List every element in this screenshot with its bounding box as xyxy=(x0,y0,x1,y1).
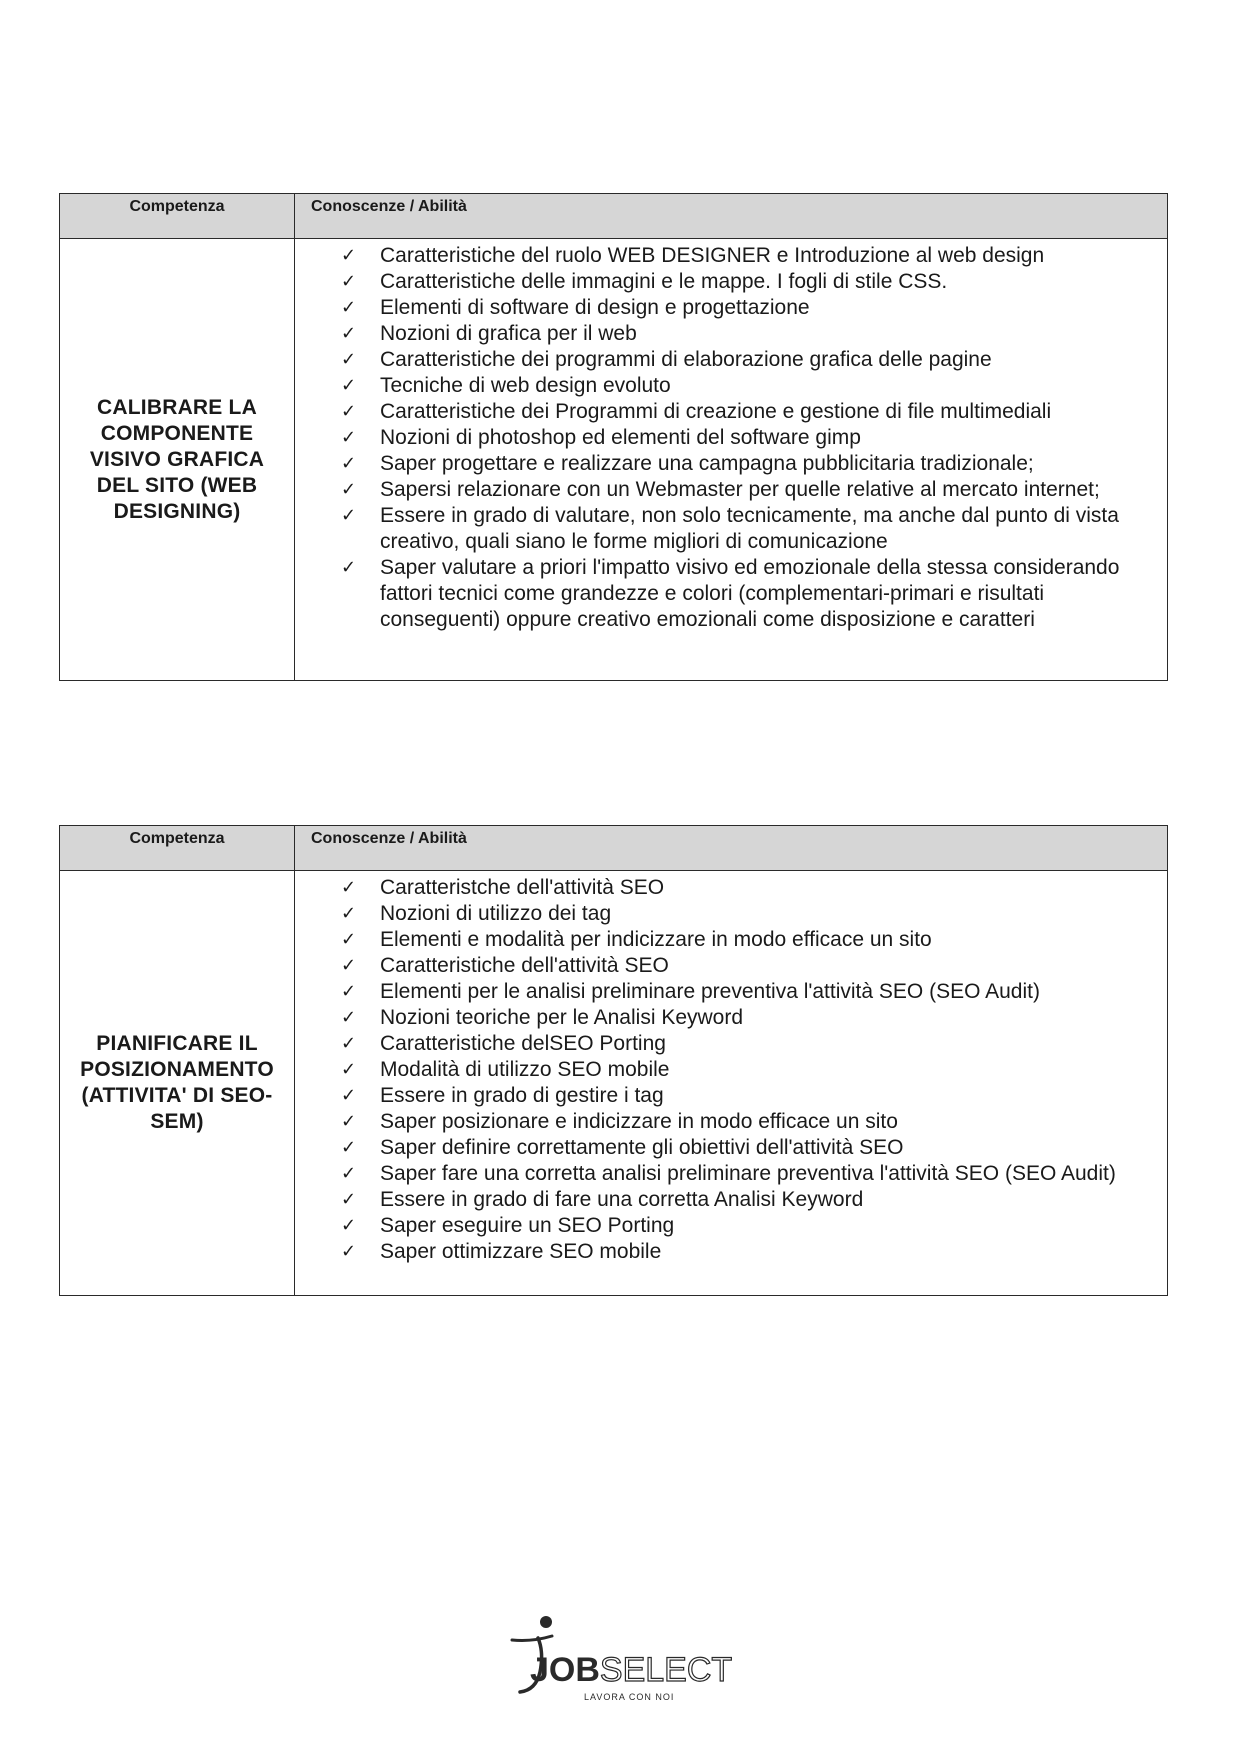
checkmark-icon: ✓ xyxy=(341,1111,357,1132)
checkmark-icon: ✓ xyxy=(341,877,357,898)
checkmark-icon: ✓ xyxy=(341,297,357,318)
skill-text: Modalità di utilizzo SEO mobile xyxy=(380,1058,670,1081)
skill-item xyxy=(295,1109,1157,1135)
skills-cell xyxy=(295,871,1168,1296)
skill-text: Saper valutare a priori l'impatto visivo ed emozionale della stessa considerando fattori tecnici come grandezze e colori (complementari-primari e risultati conseguenti) oppure creativo emozionali come disposizione e caratteri xyxy=(380,556,1120,631)
skill-item xyxy=(295,477,1157,503)
checkmark-icon: ✓ xyxy=(341,349,357,370)
skill-item xyxy=(295,1187,1157,1213)
skill-item xyxy=(295,425,1157,451)
header-conoscenze: Conoscenze / Abilità xyxy=(295,826,1168,871)
checkmark-icon: ✓ xyxy=(341,427,357,448)
skill-text: Saper ottimizzare SEO mobile xyxy=(380,1240,662,1263)
checkmark-icon: ✓ xyxy=(341,245,357,266)
skill-item xyxy=(295,347,1157,373)
skill-text: Essere in grado di fare una corretta Analisi Keyword xyxy=(380,1188,864,1211)
skills-list xyxy=(295,875,1157,1265)
checkmark-icon: ✓ xyxy=(341,323,357,344)
skill-item xyxy=(295,269,1157,295)
skill-item xyxy=(295,901,1157,927)
header-competenza: Competenza xyxy=(60,194,295,239)
skill-text: Elementi per le analisi preliminare preventiva l'attività SEO (SEO Audit) xyxy=(380,980,1040,1003)
skill-item xyxy=(295,1057,1157,1083)
brand-wordmark xyxy=(530,1652,732,1688)
skill-text: Sapersi relazionare con un Webmaster per quelle relative al mercato internet; xyxy=(380,478,1100,501)
skill-text: Saper progettare e realizzare una campagna pubblicitaria tradizionale; xyxy=(380,452,1034,475)
checkmark-icon: ✓ xyxy=(341,401,357,422)
skill-text: Caratteristiche dei Programmi di creazione e gestione di file multimediali xyxy=(380,400,1052,423)
skill-item xyxy=(295,555,1157,633)
skill-item xyxy=(295,399,1157,425)
jobselect-logo xyxy=(502,1612,733,1702)
checkmark-icon: ✓ xyxy=(341,1189,357,1210)
skill-item xyxy=(295,927,1157,953)
brand-light: SELECT xyxy=(599,1651,733,1689)
checkmark-icon: ✓ xyxy=(341,271,357,292)
header-conoscenze: Conoscenze / Abilità xyxy=(295,194,1168,239)
checkmark-icon: ✓ xyxy=(341,1059,357,1080)
skill-text: Elementi e modalità per indicizzare in modo efficace un sito xyxy=(380,928,932,951)
competence-table-web-design xyxy=(59,193,1168,681)
skill-item xyxy=(295,979,1157,1005)
skill-text: Nozioni teoriche per le Analisi Keyword xyxy=(380,1006,744,1029)
skill-item xyxy=(295,953,1157,979)
skill-item xyxy=(295,321,1157,347)
skill-text: Saper eseguire un SEO Porting xyxy=(380,1214,675,1237)
competenza-title: PIANIFICARE IL POSIZIONAMENTO (ATTIVITA' DI SEO-SEM) xyxy=(60,871,295,1296)
skill-text: Saper definire correttamente gli obiettivi dell'attività SEO xyxy=(380,1136,904,1159)
skill-item xyxy=(295,1239,1157,1265)
skill-text: Nozioni di grafica per il web xyxy=(380,322,637,345)
skill-text: Tecniche di web design evoluto xyxy=(380,374,671,397)
skill-text: Saper fare una corretta analisi preliminare preventiva l'attività SEO (SEO Audit) xyxy=(380,1162,1116,1185)
brand-tagline: LAVORA CON NOI xyxy=(584,1692,675,1702)
checkmark-icon: ✓ xyxy=(341,453,357,474)
skill-text: Nozioni di utilizzo dei tag xyxy=(380,902,612,925)
skill-item xyxy=(295,451,1157,477)
checkmark-icon: ✓ xyxy=(341,955,357,976)
skill-text: Nozioni di photoshop ed elementi del software gimp xyxy=(380,426,861,449)
skill-text: Essere in grado di valutare, non solo tecnicamente, ma anche dal punto di vista creativo, quali siano le forme migliori di comunicazione xyxy=(380,504,1119,553)
skill-text: Essere in grado di gestire i tag xyxy=(380,1084,664,1107)
skill-item xyxy=(295,1135,1157,1161)
checkmark-icon: ✓ xyxy=(341,479,357,500)
skills-list xyxy=(295,243,1157,633)
skill-item xyxy=(295,503,1157,555)
checkmark-icon: ✓ xyxy=(341,1007,357,1028)
skill-item xyxy=(295,373,1157,399)
skill-item xyxy=(295,1161,1157,1187)
checkmark-icon: ✓ xyxy=(341,1163,357,1184)
skill-text: Caratteristche dell'attività SEO xyxy=(380,876,665,899)
skill-text: Saper posizionare e indicizzare in modo efficace un sito xyxy=(380,1110,898,1133)
skill-text: Caratteristiche dei programmi di elaborazione grafica delle pagine xyxy=(380,348,992,371)
checkmark-icon: ✓ xyxy=(341,903,357,924)
skill-item xyxy=(295,1031,1157,1057)
competenza-title: CALIBRARE LA COMPONENTE VISIVO GRAFICA DEL SITO (WEB DESIGNING) xyxy=(60,239,295,681)
checkmark-icon: ✓ xyxy=(341,1033,357,1054)
skills-cell xyxy=(295,239,1168,681)
checkmark-icon: ✓ xyxy=(341,1215,357,1236)
skill-item xyxy=(295,1005,1157,1031)
checkmark-icon: ✓ xyxy=(341,1085,357,1106)
checkmark-icon: ✓ xyxy=(341,375,357,396)
skill-item xyxy=(295,295,1157,321)
skill-text: Caratteristiche delle immagini e le mappe. I fogli di stile CSS. xyxy=(380,270,948,293)
header-competenza: Competenza xyxy=(60,826,295,871)
skill-item xyxy=(295,875,1157,901)
skill-item xyxy=(295,243,1157,269)
skill-item xyxy=(295,1213,1157,1239)
competence-table-seo xyxy=(59,825,1168,1296)
skill-item xyxy=(295,1083,1157,1109)
checkmark-icon: ✓ xyxy=(341,557,357,578)
brand-bold: JOB xyxy=(530,1651,600,1689)
checkmark-icon: ✓ xyxy=(341,1241,357,1262)
skill-text: Caratteristiche del ruolo WEB DESIGNER e Introduzione al web design xyxy=(380,244,1045,267)
checkmark-icon: ✓ xyxy=(341,981,357,1002)
skill-text: Caratteristiche delSEO Porting xyxy=(380,1032,666,1055)
skill-text: Caratteristiche dell'attività SEO xyxy=(380,954,669,977)
skill-text: Elementi di software di design e progettazione xyxy=(380,296,810,319)
checkmark-icon: ✓ xyxy=(341,1137,357,1158)
checkmark-icon: ✓ xyxy=(341,505,357,526)
checkmark-icon: ✓ xyxy=(341,929,357,950)
